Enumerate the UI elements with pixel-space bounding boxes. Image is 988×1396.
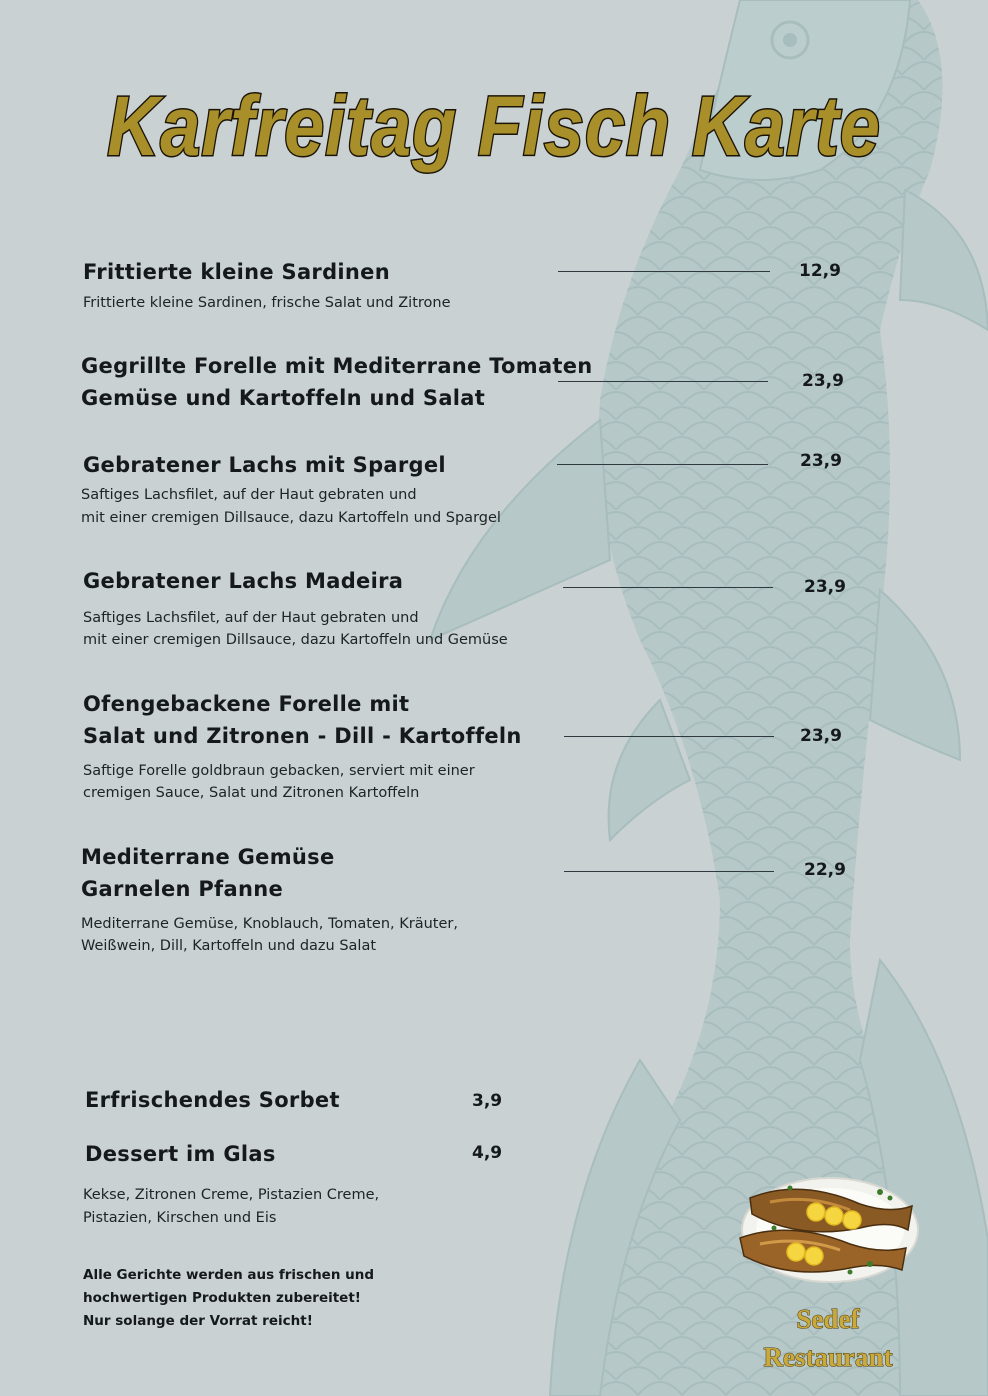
dish-price: 23,9 (800, 726, 842, 746)
dessert-description: Pistazien, Kirschen und Eis (83, 1210, 277, 1226)
brand-subtitle: Restaurant (763, 1342, 893, 1372)
dish-price: 22,9 (804, 860, 846, 880)
dish-price: 23,9 (802, 371, 844, 391)
dessert-name: Dessert im Glas (85, 1142, 276, 1166)
dish-name: Gegrillte Forelle mit Mediterrane Tomaten (81, 354, 593, 378)
grilled-fish-plate-icon (730, 1168, 922, 1286)
dish-description: Weißwein, Dill, Kartoffeln und dazu Salat (81, 938, 377, 954)
dish-description: Mediterrane Gemüse, Knoblauch, Tomaten, Kräuter, (81, 916, 458, 932)
dish-description: cremigen Sauce, Salat und Zitronen Kartoffeln (83, 785, 420, 801)
dish-price: 12,9 (799, 261, 841, 281)
dessert-price: 3,9 (472, 1091, 503, 1111)
price-leader-line (558, 381, 768, 382)
dish-name: Ofengebackene Forelle mit (83, 692, 410, 716)
price-leader-line (563, 587, 773, 588)
dish-name: Gemüse und Kartoffeln und Salat (81, 386, 486, 410)
price-leader-line (564, 736, 774, 737)
dessert-price: 4,9 (472, 1143, 503, 1163)
dish-description: Saftige Forelle goldbraun gebacken, serviert mit einer (83, 763, 475, 779)
dessert-name: Erfrischendes Sorbet (85, 1088, 340, 1112)
footer-note: Nur solange der Vorrat reicht! (83, 1313, 313, 1329)
dish-description: mit einer cremigen Dillsauce, dazu Kartoffeln und Gemüse (83, 632, 508, 648)
footer-note: Alle Gerichte werden aus frischen und (83, 1267, 375, 1283)
page-title: Karfreitag Fisch Karte (107, 79, 881, 173)
dish-description: Frittierte kleine Sardinen, frische Salat und Zitrone (83, 295, 451, 311)
dessert-description: Kekse, Zitronen Creme, Pistazien Creme, (83, 1187, 380, 1203)
dish-name: Garnelen Pfanne (81, 877, 284, 901)
dish-name: Salat und Zitronen - Dill - Kartoffeln (83, 724, 522, 748)
dish-description: Saftiges Lachsfilet, auf der Haut gebraten und (83, 610, 419, 626)
dish-description: mit einer cremigen Dillsauce, dazu Kartoffeln und Spargel (81, 510, 501, 526)
dish-name: Mediterrane Gemüse (81, 845, 335, 869)
footer-note: hochwertigen Produkten zubereitet! (83, 1290, 361, 1306)
price-leader-line (558, 271, 770, 272)
brand-name: Sedef (796, 1304, 860, 1334)
price-leader-line (557, 464, 768, 465)
dish-price: 23,9 (804, 577, 846, 597)
dish-description: Saftiges Lachsfilet, auf der Haut gebraten und (81, 487, 417, 503)
dish-name: Gebratener Lachs Madeira (83, 569, 404, 593)
dish-price: 23,9 (800, 451, 842, 471)
dish-name: Gebratener Lachs mit Spargel (83, 453, 446, 477)
price-leader-line (564, 871, 774, 872)
dish-name: Frittierte kleine Sardinen (83, 260, 390, 284)
